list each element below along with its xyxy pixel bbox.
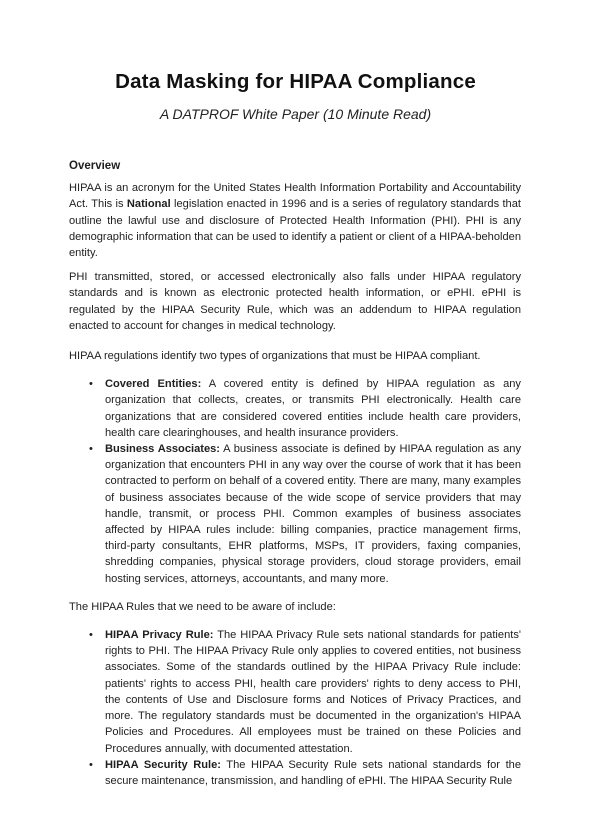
section-heading-overview: Overview	[69, 160, 121, 172]
list-item-text: The HIPAA Privacy Rule sets national standards for patients' rights to PHI. The HIPAA Privacy Rule only applies to covered entities, not business associates. Some of the standards outlined by the HIPAA Privacy Rule include: patients' rights to access PHI, health care providers' rights to deny access to PHI, the contents of Use and Disclosure forms and Notices of Privacy Practices, and more. The regulatory standards must be documented in the organization's HIPAA Policies and Procedures. All employees must be trained on these Policies and Procedures annually, with documented attestation.	[105, 629, 521, 755]
document-subtitle: A DATPROF White Paper (10 Minute Read)	[159, 106, 432, 122]
list-item-security-rule	[89, 757, 521, 789]
list-item-label: Business Associates:	[105, 443, 220, 456]
list-item-label: HIPAA Security Rule:	[105, 758, 221, 771]
overview-p1-text-a: HIPAA is an acronym for the United States Health Information Portability and Accountability Act. This is	[69, 182, 521, 211]
overview-paragraph-2: PHI transmitted, stored, or accessed electronically also falls under HIPAA regulatory standards and is known as electronic protected health information, or ePHI. ePHI is regulated by the HIPAA Security Rule, which was an addendum to HIPAA regulation enacted to account for changes in medical technology.	[69, 271, 521, 332]
list-item-business-associates	[89, 441, 521, 587]
document-title: Data Masking for HIPAA Compliance	[115, 70, 476, 93]
bullet-icon: •	[89, 378, 93, 391]
list-item-privacy-rule	[89, 627, 521, 757]
organization-types-list	[69, 376, 521, 587]
overview-paragraph-3: HIPAA regulations identify two types of organizations that must be HIPAA compliant.	[69, 350, 481, 363]
bullet-icon: •	[89, 758, 93, 771]
list-item-label: HIPAA Privacy Rule:	[105, 629, 214, 642]
list-item-text: A business associate is defined by HIPAA regulation as any organization that encounters PHI in any way over the course of work that it has been contracted to perform on behalf of a covered entity. There are many, many examples of business associates because of the wide scope of service providers that may handle, transmit, or process PHI. Common examples of business associates affected by HIPAA rules include: billing companies, practice management firms, third-party consultants, EHR platforms, MSPs, IT providers, faxing companies, shredding companies, physical storage providers, cloud storage providers, email hosting services, attorneys, accountants, and many more.	[105, 443, 521, 585]
list-item-text: A covered entity is defined by HIPAA regulation as any organization that collects, creates, or transmits PHI electronically. Health care organizations that are considered covered entities include health care providers, health care clearinghouses, and health insurance providers.	[105, 378, 521, 439]
bullet-icon: •	[89, 443, 93, 456]
overview-paragraph-1	[69, 180, 521, 261]
list-item-covered-entities	[89, 376, 521, 441]
overview-p1-text-b: legislation enacted in 1996 and is a series of regulatory standards that outline the lawful use and disclosure of Protected Health Information (PHI). PHI is any demographic information that can be used to identify a patient or client of a HIPAA-beholden entity.	[69, 198, 521, 260]
bullet-icon: •	[89, 629, 93, 642]
document-body	[69, 158, 521, 801]
hipaa-rules-list	[69, 627, 521, 789]
rules-intro: The HIPAA Rules that we need to be aware of include:	[69, 600, 336, 613]
list-item-text: The HIPAA Security Rule sets national standards for the secure maintenance, transmission, and handling of ePHI. The HIPAA Security Rule	[105, 758, 521, 787]
overview-p1-bold: National	[126, 198, 171, 211]
list-item-label: Covered Entities:	[105, 378, 202, 391]
